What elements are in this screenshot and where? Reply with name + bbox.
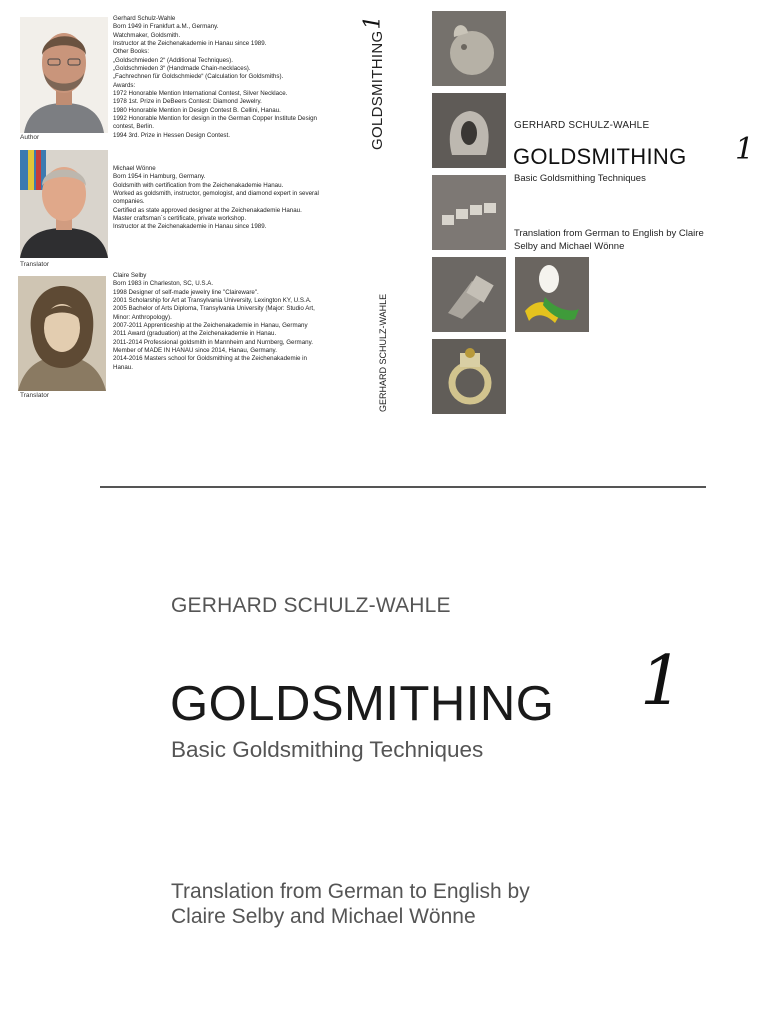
bio-line: 2014-2016 Masters school for Goldsmithing at the Zeichenakademie in Hanau. bbox=[113, 355, 307, 371]
bio-line: Claire Selby bbox=[113, 272, 147, 279]
thumbnail-egg-stand bbox=[515, 257, 589, 332]
bio-line: 1992 Honorable Mention for design in the German Copper Institute Design contest, Berlin. bbox=[113, 115, 317, 131]
bio-line: „Fachrechnen für Goldschmiede“ (Calculation for Goldsmiths). bbox=[113, 73, 284, 81]
bio-line: Member of MADE IN HANAU since 2014, Hanau, Germany. bbox=[113, 347, 277, 355]
bio-line: 1978 1st. Prize in DeBeers Contest: Diamond Jewelry. bbox=[113, 98, 262, 106]
cover-volume-number: 1 bbox=[735, 132, 755, 167]
spine-author: GERHARD SCHULZ-WAHLE bbox=[378, 293, 388, 412]
bio-line: Watchmaker, Goldsmith. bbox=[113, 31, 181, 39]
bio-line: 2005 Bachelor of Arts Diploma, Transylvania University (Major: Studio Art, Minor: Anthropology). bbox=[113, 305, 315, 321]
author-role-label: Author bbox=[20, 134, 40, 141]
thumbnail-thimble bbox=[432, 257, 506, 332]
author-bio bbox=[113, 15, 328, 140]
spine-title: GOLDSMITHING bbox=[369, 30, 386, 150]
translator-role-label: Translator bbox=[20, 392, 50, 399]
cover-author: GERHARD SCHULZ-WAHLE bbox=[514, 120, 650, 131]
translator-role-label: Translator bbox=[20, 261, 50, 268]
thumbnail-pendant bbox=[432, 11, 506, 86]
bio-line: Awards: bbox=[113, 81, 136, 89]
bio-line: Born 1949 in Frankfurt a.M., Germany. bbox=[113, 23, 219, 31]
bio-line: Certified as state approved designer at the Zeichenakademie Hanau. bbox=[113, 206, 302, 214]
bio-line: 2011 Award (graduation) at the Zeichenakademie in Hanau. bbox=[113, 330, 277, 338]
bio-line: 1998 Designer of self-made jewelry line "Claireware". bbox=[113, 288, 259, 296]
thumbnail-ring bbox=[432, 93, 506, 168]
bio-line: Other Books: bbox=[113, 48, 150, 56]
bio-line: 1994 3rd. Prize in Hessen Design Contest. bbox=[113, 131, 230, 139]
bio-line: Born 1954 in Hamburg, Germany. bbox=[113, 173, 206, 181]
title-page-author: GERHARD SCHULZ-WAHLE bbox=[171, 594, 451, 617]
translation-line: Translation from German to English by bbox=[171, 880, 530, 903]
translation-line: Claire Selby and Michael Wönne bbox=[171, 905, 476, 928]
cover-translation-credit: Translation from German to English by Claire Selby and Michael Wönne bbox=[514, 228, 704, 252]
cover-subtitle: Basic Goldsmithing Techniques bbox=[514, 173, 646, 184]
author-photo bbox=[20, 17, 108, 133]
bio-line: Master craftsman´s certificate, private workshop. bbox=[113, 215, 247, 223]
bio-line: „Goldschmieden 2“ (Additional Techniques). bbox=[113, 56, 233, 64]
title-page-translation-credit bbox=[171, 879, 591, 929]
spine-volume-number: 1 bbox=[360, 15, 386, 30]
bio-line: Gerhard Schulz-Wahle bbox=[113, 15, 176, 22]
bio-line: Instructor at the Zeichenakademie in Hanau since 1989. bbox=[113, 40, 267, 48]
title-page-subtitle: Basic Goldsmithing Techniques bbox=[171, 737, 484, 762]
bio-line: „Goldschmieden 3“ (Handmade Chain-necklaces). bbox=[113, 65, 251, 73]
section-divider bbox=[100, 486, 706, 488]
bio-line: Michael Wönne bbox=[113, 165, 156, 172]
bio-line: 2001 Scholarship for Art at Transylvania University, Lexington KY, U.S.A. bbox=[113, 297, 312, 305]
bio-line: 2011-2014 Professional goldsmith in Mannheim and Nurnberg, Germany. bbox=[113, 338, 313, 346]
translator-photo-michael bbox=[20, 150, 108, 258]
bio-line: 2007-2011 Apprenticeship at the Zeichenakademie in Hanau, Germany bbox=[113, 322, 308, 330]
translator-photo-claire bbox=[18, 276, 106, 391]
bio-line: Instructor at the Zeichenakademie in Hanau since 1989. bbox=[113, 223, 267, 231]
bio-line: 1980 Honorable Mention in Design Contest B. Cellini, Hanau. bbox=[113, 106, 281, 114]
title-page-title: GOLDSMITHING bbox=[170, 677, 555, 731]
thumbnail-gem-ring bbox=[432, 339, 506, 414]
cover-title: GOLDSMITHING bbox=[513, 144, 687, 169]
claire-bio bbox=[113, 272, 328, 372]
michael-bio bbox=[113, 165, 328, 232]
bio-line: Goldsmith with certification from the Zeichenakademie Hanau. bbox=[113, 181, 284, 189]
bio-line: Worked as goldsmith, instructor, gemologist, and diamond expert in several companies. bbox=[113, 190, 319, 206]
thumbnail-chain bbox=[432, 175, 506, 250]
bio-line: Born 1983 in Charleston, SC, U.S.A. bbox=[113, 280, 214, 288]
bio-line: 1972 Honorable Mention International Contest, Silver Necklace. bbox=[113, 90, 288, 98]
title-page-volume-number: 1 bbox=[640, 642, 684, 721]
